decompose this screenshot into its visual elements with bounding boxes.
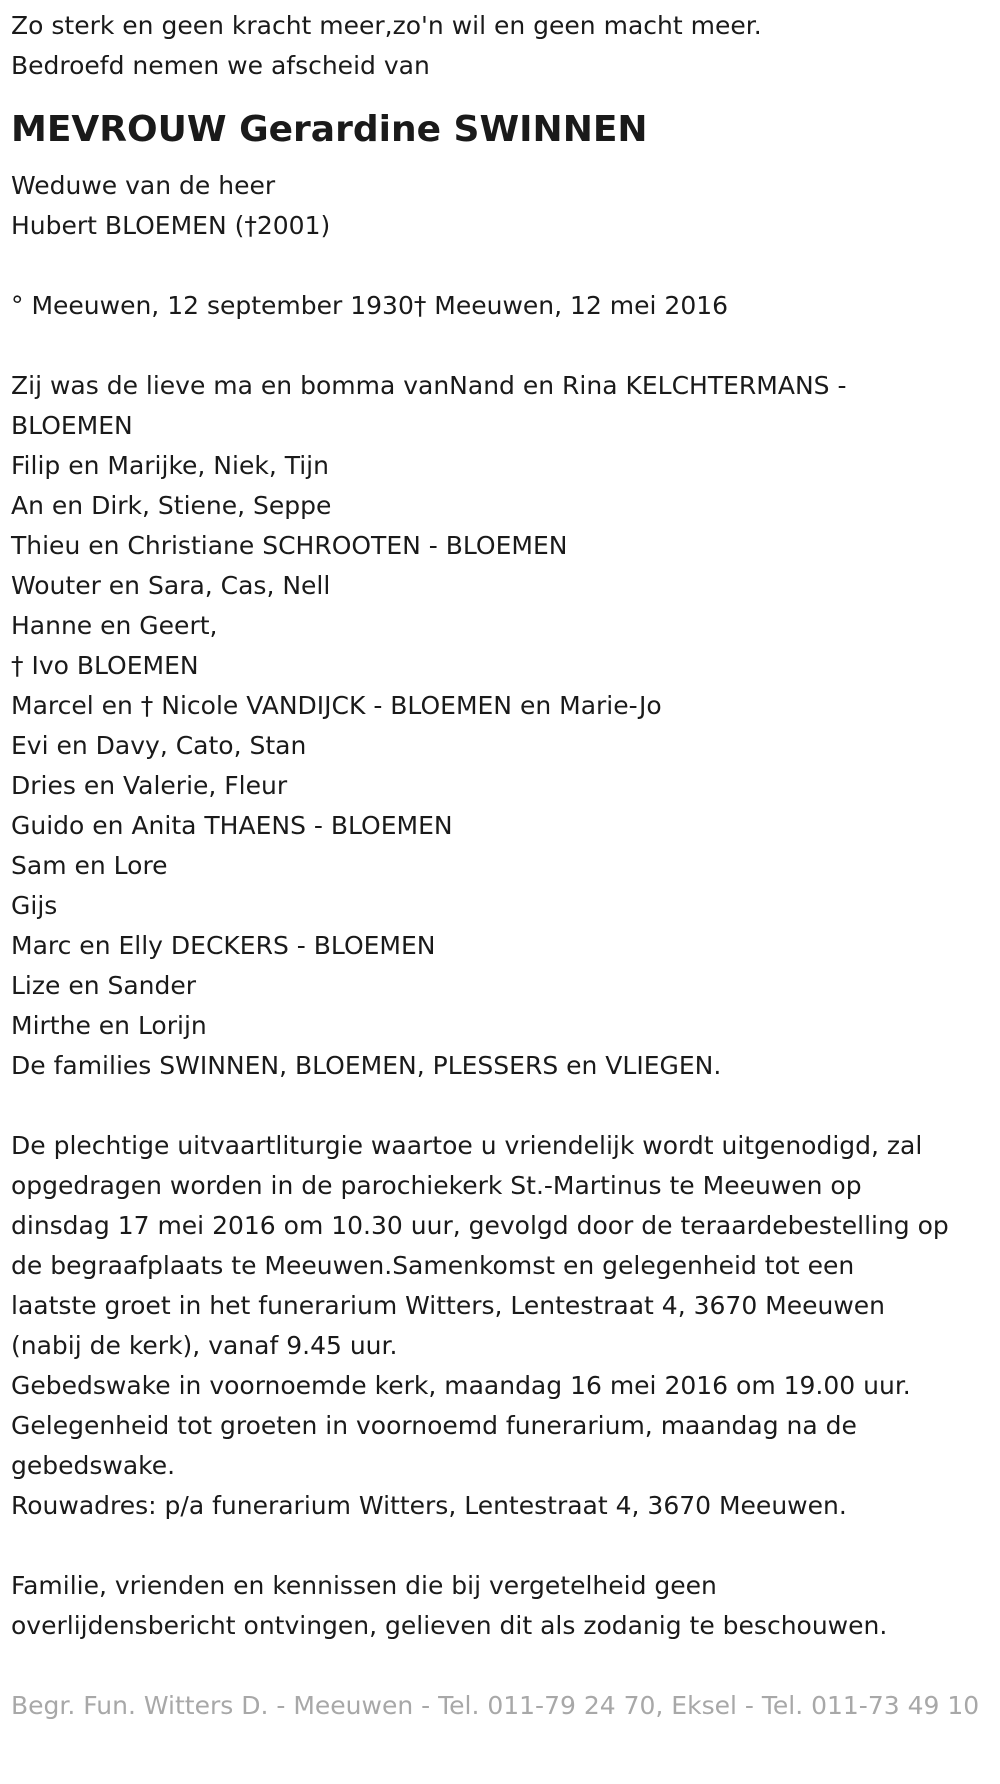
spacer [11,1526,991,1566]
family-member: De families SWINNEN, BLOEMEN, PLESSERS en VLIEGEN. [11,1051,722,1080]
family-member: Marc en Elly DECKERS - BLOEMEN [11,931,436,960]
service-line: opgedragen worden in de parochiekerk St.-Martinus te Meeuwen op [11,1171,862,1200]
family-member: Thieu en Christiane SCHROOTEN - BLOEMEN [11,531,568,560]
spacer [11,246,991,286]
spacer [11,1086,991,1126]
funeral-service-details [11,1126,991,1526]
family-intro: Zij was de lieve ma en bomma vanNand en Rina KELCHTERMANS - BLOEMEN [11,371,847,440]
service-line: De plechtige uitvaartliturgie waartoe u vriendelijk wordt uitgenodigd, zal [11,1131,923,1160]
family-member: Gijs [11,891,58,920]
family-member: Marcel en † Nicole VANDIJCK - BLOEMEN en Marie-Jo [11,691,662,720]
deceased-name: MEVROUW Gerardine SWINNEN [11,109,648,150]
opening-line-2: Bedroefd nemen we afscheid van [11,51,430,80]
family-list [11,446,991,1086]
family-member: Sam en Lore [11,851,168,880]
service-line: Rouwadres: p/a funerarium Witters, Lentestraat 4, 3670 Meeuwen. [11,1491,847,1520]
family-member: † Ivo BLOEMEN [11,651,199,680]
opening-line-1: Zo sterk en geen kracht meer,zo'n wil en geen macht meer. [11,11,762,40]
birth-death-dates: ° Meeuwen, 12 september 1930† Meeuwen, 12 mei 2016 [11,291,729,320]
service-line: de begraafplaats te Meeuwen.Samenkomst en gelegenheid tot een [11,1251,855,1280]
closing-note [11,1566,991,1646]
spacer [11,326,991,366]
family-member: An en Dirk, Stiene, Seppe [11,491,332,520]
spacer [11,1646,991,1686]
service-line: dinsdag 17 mei 2016 om 10.30 uur, gevolgd door de teraardebestelling op [11,1211,949,1240]
family-member: Wouter en Sara, Cas, Nell [11,571,331,600]
family-member: Hanne en Geert, [11,611,218,640]
family-member: Lize en Sander [11,971,197,1000]
closing-line: Familie, vrienden en kennissen die bij vergetelheid geen [11,1571,717,1600]
service-line: gebedswake. [11,1451,176,1480]
family-member: Evi en Davy, Cato, Stan [11,731,307,760]
service-line: (nabij de kerk), vanaf 9.45 uur. [11,1331,398,1360]
family-member: Dries en Valerie, Fleur [11,771,288,800]
service-line: Gebedswake in voornoemde kerk, maandag 16 mei 2016 om 19.00 uur. [11,1371,911,1400]
spouse-line-2: Hubert BLOEMEN (†2001) [11,211,331,240]
death-notice [11,6,991,1726]
funeral-home-footer: Begr. Fun. Witters D. - Meeuwen - Tel. 011-79 24 70, Eksel - Tel. 011-73 49 10 [11,1691,980,1720]
family-member: Guido en Anita THAENS - BLOEMEN [11,811,453,840]
family-member: Mirthe en Lorijn [11,1011,207,1040]
spouse-line-1: Weduwe van de heer [11,171,276,200]
closing-line: overlijdensbericht ontvingen, gelieven dit als zodanig te beschouwen. [11,1611,888,1640]
family-member: Filip en Marijke, Niek, Tijn [11,451,329,480]
service-line: laatste groet in het funerarium Witters, Lentestraat 4, 3670 Meeuwen [11,1291,886,1320]
service-line: Gelegenheid tot groeten in voornoemd funerarium, maandag na de [11,1411,857,1440]
